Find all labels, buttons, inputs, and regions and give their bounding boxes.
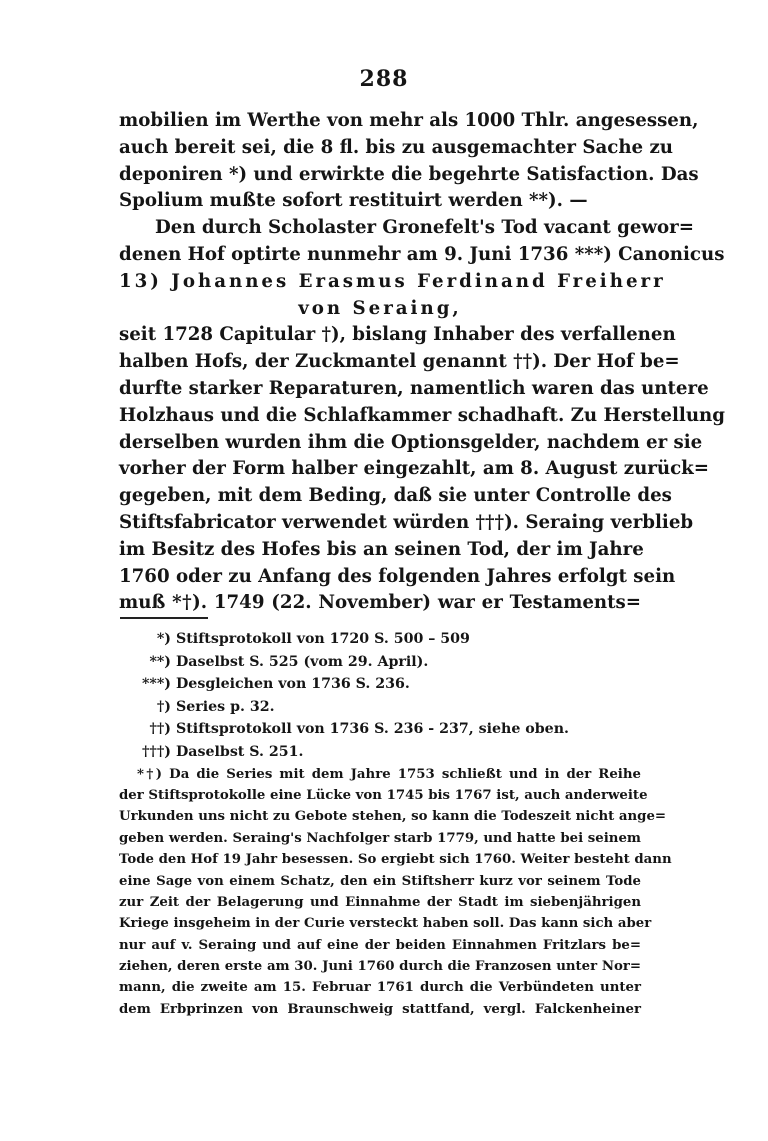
text-line: halben Hofs, der Zuckmantel genannt ††). Der Hof be= [119,351,680,373]
text-line: Spolium mußte sofort restituirt werden **). — [119,190,588,212]
footnote-text: Desgleichen von 1736 S. 236. [176,676,410,693]
text-line: seit 1728 Capitular †), bislang Inhaber des verfallenen [119,324,676,346]
text-line: denen Hof optirte nunmehr am 9. Juni 1736 ***) Canonicus [119,243,725,265]
text-line: 1760 oder zu Anfang des folgenden Jahres erfolgt sein [119,565,676,587]
footnote-mark: *) [156,631,171,647]
page-number: 288 [359,66,409,92]
footnote-long-line: nur auf v. Seraing und auf eine der beiden Einnahmen Fritzlars be= [119,937,641,953]
text-line: durfte starker Reparaturen, namentlich waren das untere [119,377,709,399]
footnote-long-line: zur Zeit der Belagerung und Einnahme der Stadt im siebenjährigen [119,894,641,910]
footnote-long-line: ziehen, deren erste am 30. Juni 1760 durch die Franzosen unter Nor= [119,959,641,975]
footnote [119,651,641,674]
footnote-mark: †) [156,698,171,715]
text-line: Stiftsfabricator verwendet würden †††). Seraing verblieb [119,511,694,533]
footnote-mark: ††) [149,721,171,738]
footnote-mark: **) [149,653,171,670]
footnote-text: Series p. 32. [176,698,275,715]
text-line: von Seraing, [298,297,462,319]
footnote [119,673,641,696]
text-line: Holzhaus und die Schlafkammer schadhaft. Zu Herstellung [119,404,725,426]
footnote-long-line: dem Erbprinzen von Braunschweig stattfand, vergl. Falckenheiner [119,1001,641,1017]
text-line: Den durch Scholaster Gronefelt's Tod vacant gewor= [155,217,695,239]
footnote-divider [120,617,208,619]
footnote-long-line: Tode den Hof 19 Jahr besessen. So ergiebt sich 1760. Weiter besteht dann [119,852,672,868]
footnote-text: Daselbst S. 251. [176,743,304,760]
text-line: im Besitz des Hofes bis an seinen Tod, der im Jahre [119,538,644,560]
text-line: gegeben, mit dem Beding, daß sie unter Controlle des [119,485,672,507]
text-line: vorher der Form halber eingezahlt, am 8. August zurück= [119,458,710,480]
text-line: 13) Johannes Erasmus Ferdinand Freiherr [119,270,666,292]
footnote [119,718,641,741]
footnote-text: Stiftsprotokoll von 1720 S. 500 – 509 [176,631,470,647]
footnotes [119,628,672,1020]
footnote-long-line: Kriege insgeheim in der Curie versteckt haben soll. Das kann sich aber [119,916,652,932]
footnote-long-line: Urkunden uns nicht zu Gebote stehen, so kann die Todeszeit nicht ange= [119,809,667,825]
text-line: auch bereit sei, die 8 fl. bis zu ausgemachter Sache zu [119,136,674,158]
footnote-long-line: eine Sage von einem Schatz, den ein Stiftsherr kurz vor seinem Tode [119,873,641,889]
footnote-long-line: geben werden. Seraing's Nachfolger starb 1779, und hatte bei seinem [119,830,641,846]
footnote [119,628,641,651]
footnote [119,696,641,719]
footnote-mark: ***) [142,676,171,693]
footnote-text: Daselbst S. 525 (vom 29. April). [176,653,429,670]
footnote-mark: †††) [142,743,171,760]
text-line: muß *†). 1749 (22. November) war er Testaments= [119,592,641,614]
main-text [119,108,725,617]
text-line: mobilien im Werthe von mehr als 1000 Thlr. angesessen, [119,110,699,131]
footnote-long-line: der Stiftsprotokolle eine Lücke von 1745 bis 1767 ist, auch anderweite [119,787,648,803]
text-line: deponiren *) und erwirkte die begehrte Satisfaction. Das [119,163,699,185]
footnote-long-line: *†) Da die Series mit dem Jahre 1753 schließt und in der Reihe [137,766,641,782]
footnote-long-line: mann, die zweite am 15. Februar 1761 durch die Verbündeten unter [119,980,641,996]
text-line: derselben wurden ihm die Optionsgelder, nachdem er sie [119,431,703,453]
footnote [119,741,641,764]
footnote-text: Stiftsprotokoll von 1736 S. 236 - 237, siehe oben. [176,721,569,738]
